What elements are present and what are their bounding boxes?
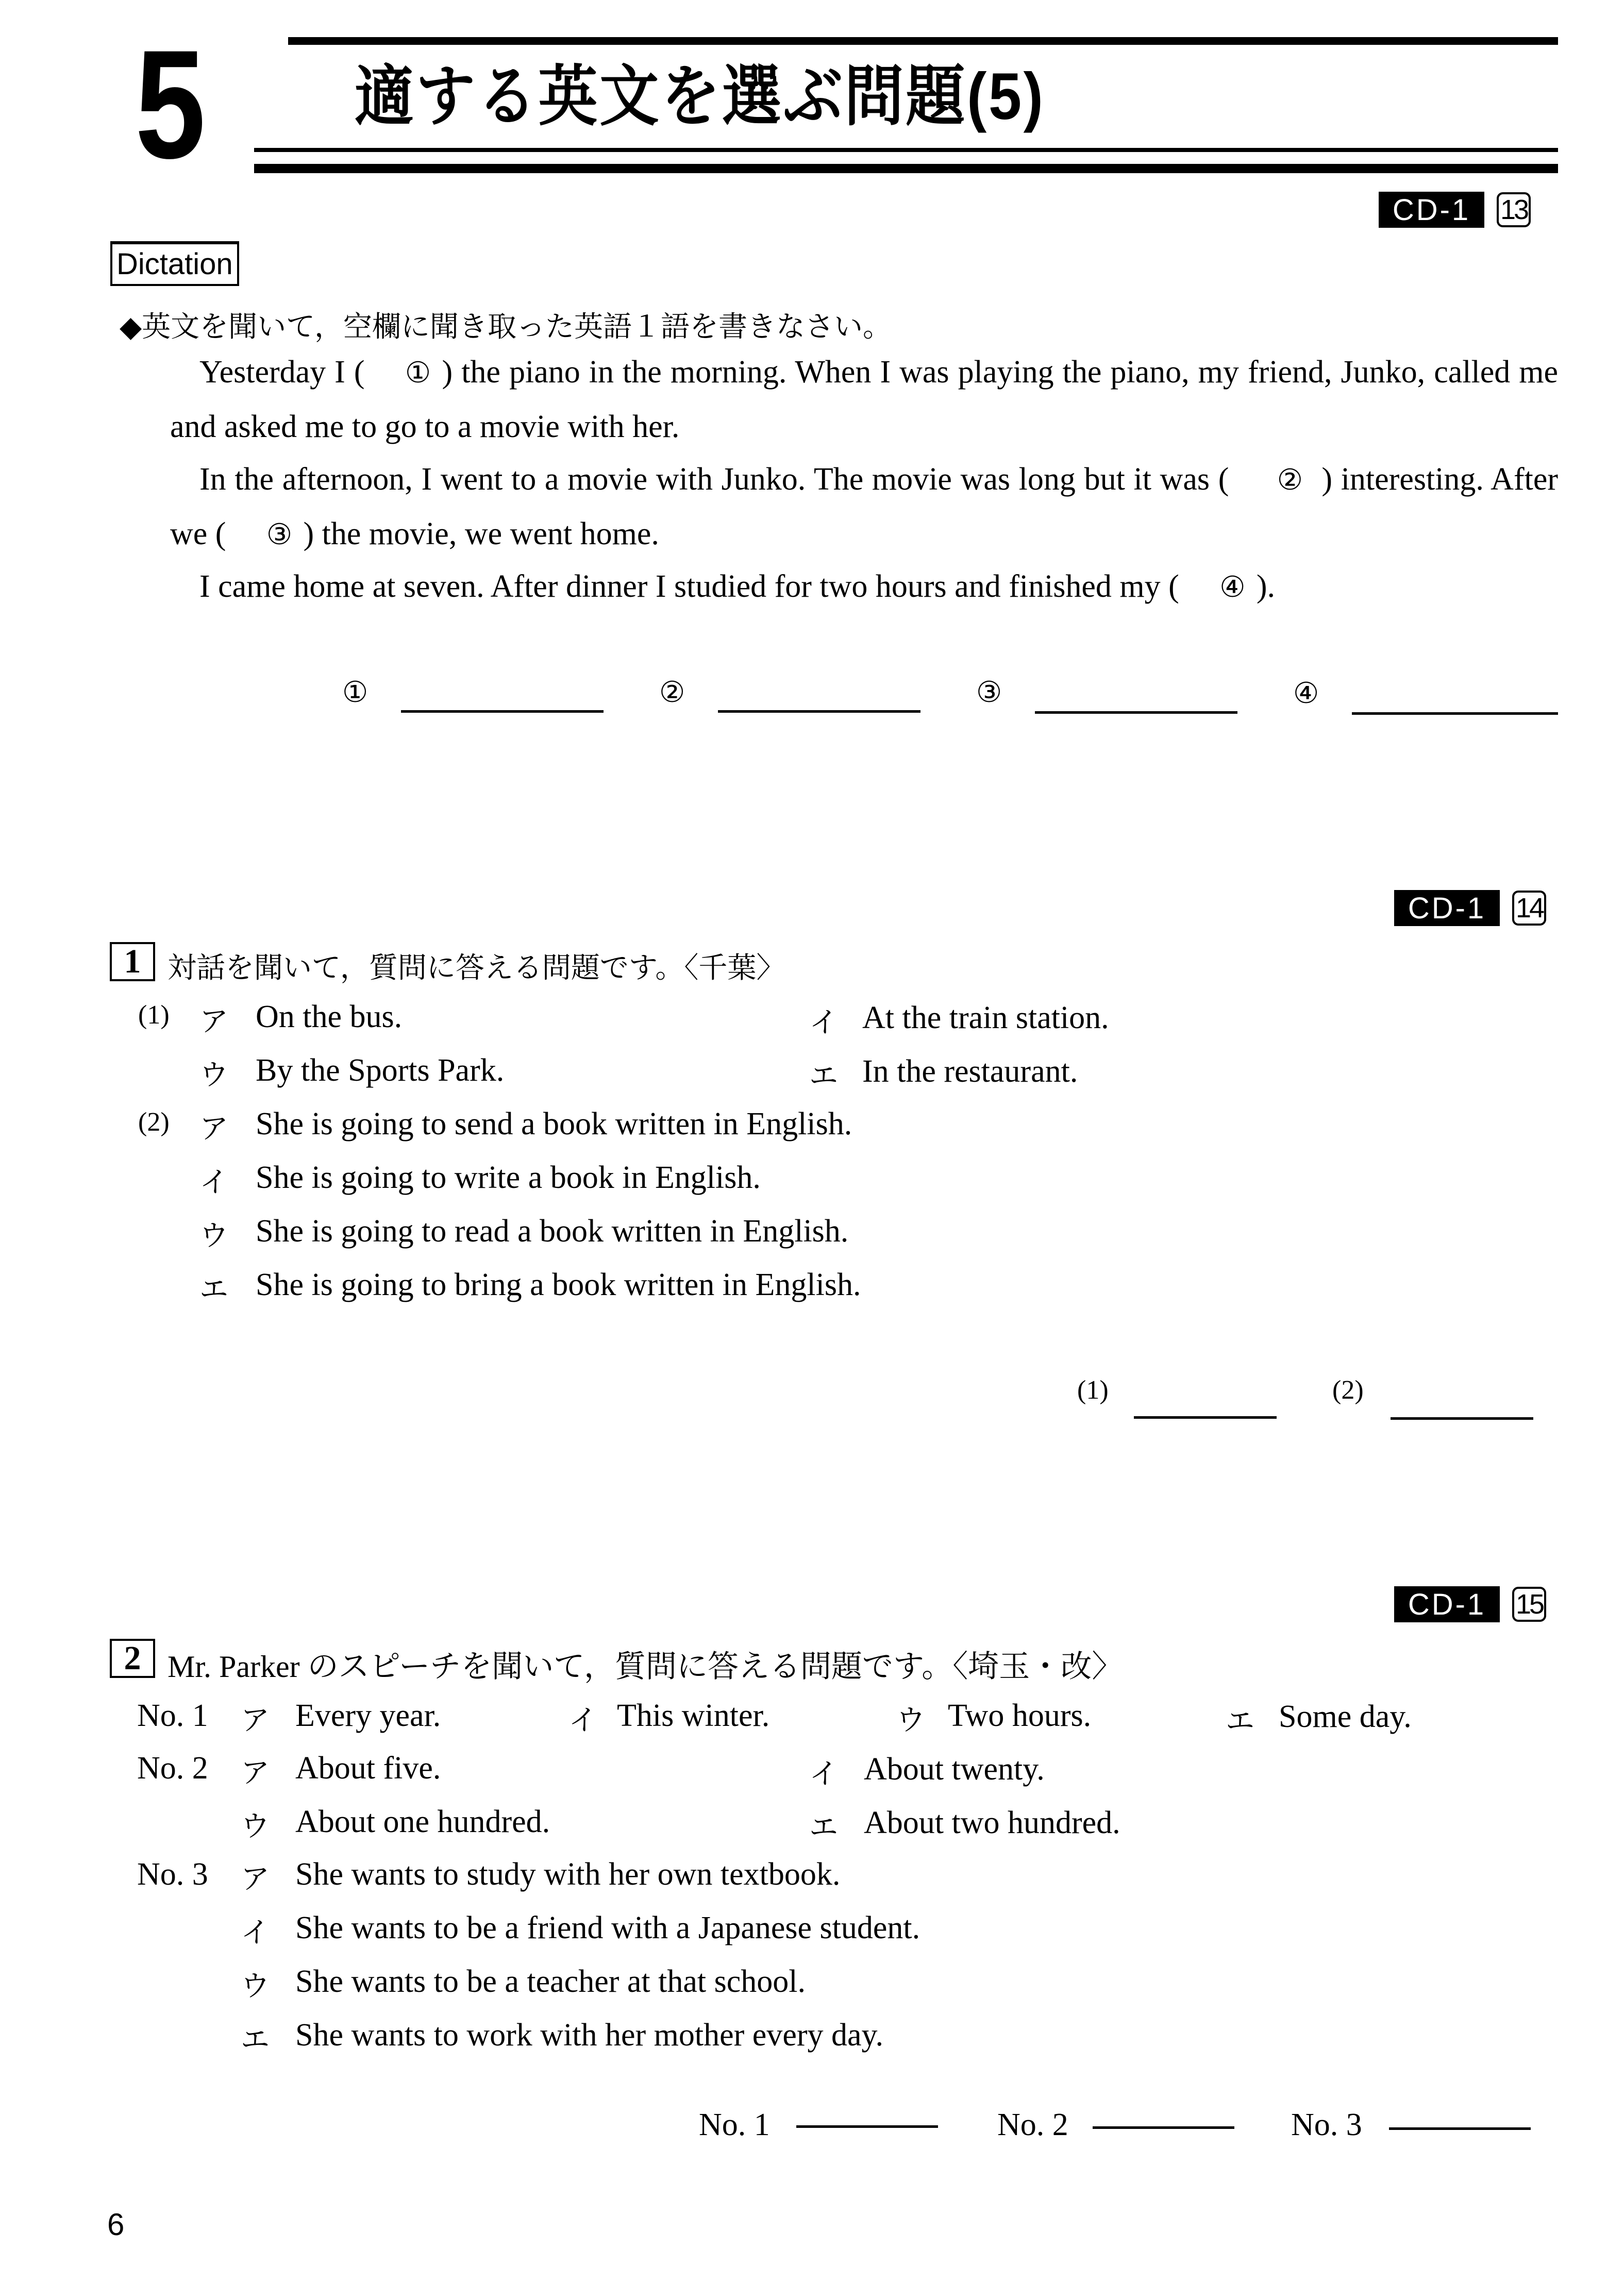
choice-kana-a: ア: [241, 1862, 270, 1896]
answer-blank-2[interactable]: [1093, 2126, 1234, 2129]
choice-text: She wants to be a friend with a Japanese student.: [295, 1910, 920, 1945]
choice-text: She is going to read a book written in English.: [256, 1214, 849, 1249]
choice-text: She wants to be a teacher at that school.: [295, 1964, 806, 1999]
choice-kana-u: ウ: [896, 1704, 925, 1737]
item-label: No. 1: [137, 1698, 208, 1733]
question-number-box: 1: [110, 942, 155, 981]
choice-text: About twenty.: [864, 1752, 1045, 1787]
item-label: (1): [138, 1000, 170, 1030]
cd-track-badge: [1394, 890, 1546, 926]
choice-kana-i: イ: [199, 1166, 228, 1199]
answer-label-2: ②: [659, 677, 685, 709]
choice-text: Two hours.: [948, 1698, 1092, 1733]
answer-blank-2[interactable]: [718, 710, 920, 713]
blank-marker-3: ③: [266, 519, 293, 551]
header-rule-thick: [254, 164, 1558, 173]
blank-marker-2: ②: [1277, 464, 1303, 496]
cd-label: CD-1: [1394, 1586, 1500, 1622]
choice-text: She wants to work with her mother every day.: [295, 2018, 883, 2053]
question-heading: Mr. Parker のスピーチを聞いて，質問に答える問題です。〈埼玉・改〉: [168, 1650, 1123, 1684]
answer-blank-3[interactable]: [1035, 711, 1237, 714]
item-label: (2): [138, 1107, 170, 1137]
answer-label-2: No. 2: [997, 2107, 1068, 2142]
track-number: 15: [1512, 1587, 1546, 1622]
blank-marker-1: ①: [405, 357, 431, 389]
choice-kana-e: エ: [809, 1811, 838, 1844]
question-number-box: 2: [110, 1639, 155, 1678]
answer-blank-2[interactable]: [1391, 1417, 1533, 1420]
answer-blank-4[interactable]: [1352, 712, 1558, 715]
choice-kana-e: エ: [809, 1060, 838, 1093]
paragraph-text: ) the movie, we went home.: [303, 516, 659, 551]
answer-label-4: ④: [1293, 678, 1319, 710]
item-label: No. 2: [137, 1751, 208, 1786]
choice-text: In the restaurant.: [862, 1054, 1078, 1089]
choice-kana-u: ウ: [241, 1810, 270, 1843]
choice-text: On the bus.: [256, 999, 403, 1034]
dictation-paragraph-2: [170, 452, 1558, 562]
choice-kana-a: ア: [241, 1756, 270, 1790]
paragraph-text: ) the piano in the morning. When I was playing the piano, my friend, Junko, called me and asked me to go to a movie with her.: [170, 355, 1558, 444]
question-heading: 対話を聞いて，質問に答える問題です。〈千葉〉: [168, 951, 785, 985]
choice-kana-i: イ: [809, 1757, 838, 1791]
choice-text: She wants to study with her own textbook.: [295, 1857, 841, 1892]
choice-text: She is going to send a book written in English.: [256, 1106, 852, 1142]
dictation-paragraph-3: [170, 560, 1558, 614]
choice-kana-e: エ: [241, 2023, 270, 2057]
track-number: 13: [1497, 192, 1531, 227]
choice-kana-a: ア: [199, 1005, 228, 1038]
choice-text: Some day.: [1279, 1699, 1412, 1734]
cd-label: CD-1: [1394, 890, 1500, 926]
choice-kana-e: エ: [1226, 1705, 1254, 1738]
choice-text: She is going to write a book in English.: [256, 1160, 761, 1195]
choice-text: Every year.: [295, 1698, 441, 1733]
answer-label-3: ③: [976, 677, 1002, 709]
paragraph-text: ).: [1256, 569, 1275, 604]
answer-label-1: ①: [342, 677, 369, 709]
choice-text: By the Sports Park.: [256, 1053, 505, 1088]
paragraph-text: I came home at seven. After dinner I studied for two hours and finished my (: [199, 569, 1179, 604]
choice-kana-i: イ: [241, 1916, 270, 1950]
dictation-paragraph-1: [170, 345, 1558, 454]
header-rule-top: [288, 37, 1558, 45]
answer-blank-1[interactable]: [401, 710, 604, 713]
answer-label-2: (2): [1332, 1375, 1364, 1405]
choice-text: She is going to bring a book written in English.: [256, 1267, 861, 1302]
answer-blank-1[interactable]: [796, 2125, 938, 2128]
paragraph-text: In the afternoon, I went to a movie with Junko. The movie was long but it was (: [199, 462, 1229, 497]
choice-kana-a: ア: [241, 1704, 270, 1737]
dictation-label: Dictation: [110, 241, 239, 286]
choice-text: At the train station.: [862, 1000, 1109, 1035]
choice-kana-e: エ: [199, 1273, 228, 1306]
page-number: 6: [107, 2207, 125, 2242]
choice-text: About one hundred.: [295, 1804, 550, 1839]
header-rule-thin: [254, 148, 1558, 152]
cd-track-badge: [1394, 1586, 1546, 1622]
choice-kana-i: イ: [809, 1006, 838, 1039]
dictation-instruction: ◆英文を聞いて，空欄に聞き取った英語１語を書きなさい。: [120, 310, 892, 344]
answer-label-1: No. 1: [699, 2107, 770, 2142]
blank-marker-4: ④: [1219, 572, 1246, 603]
paragraph-text: ) interesting. After we (: [170, 462, 1558, 551]
choice-kana-u: ウ: [241, 1970, 270, 2003]
choice-text: About two hundred.: [864, 1805, 1120, 1840]
paragraph-text: Yesterday I (: [199, 355, 365, 390]
unit-number: 5: [135, 18, 204, 191]
answer-blank-1[interactable]: [1134, 1416, 1277, 1419]
answer-blank-3[interactable]: [1389, 2127, 1531, 2130]
answer-label-3: No. 3: [1291, 2107, 1362, 2142]
cd-track-badge: [1379, 192, 1531, 228]
choice-text: About five.: [295, 1751, 441, 1786]
choice-kana-u: ウ: [199, 1059, 228, 1092]
cd-label: CD-1: [1379, 192, 1484, 228]
choice-kana-u: ウ: [199, 1219, 228, 1253]
choice-kana-i: イ: [568, 1704, 597, 1737]
answer-label-1: (1): [1077, 1375, 1109, 1405]
choice-kana-a: ア: [199, 1112, 228, 1146]
track-number: 14: [1512, 891, 1546, 926]
item-label: No. 3: [137, 1857, 208, 1892]
page-title: 適する英文を選ぶ問題(5): [355, 60, 1045, 133]
choice-text: This winter.: [617, 1698, 770, 1733]
